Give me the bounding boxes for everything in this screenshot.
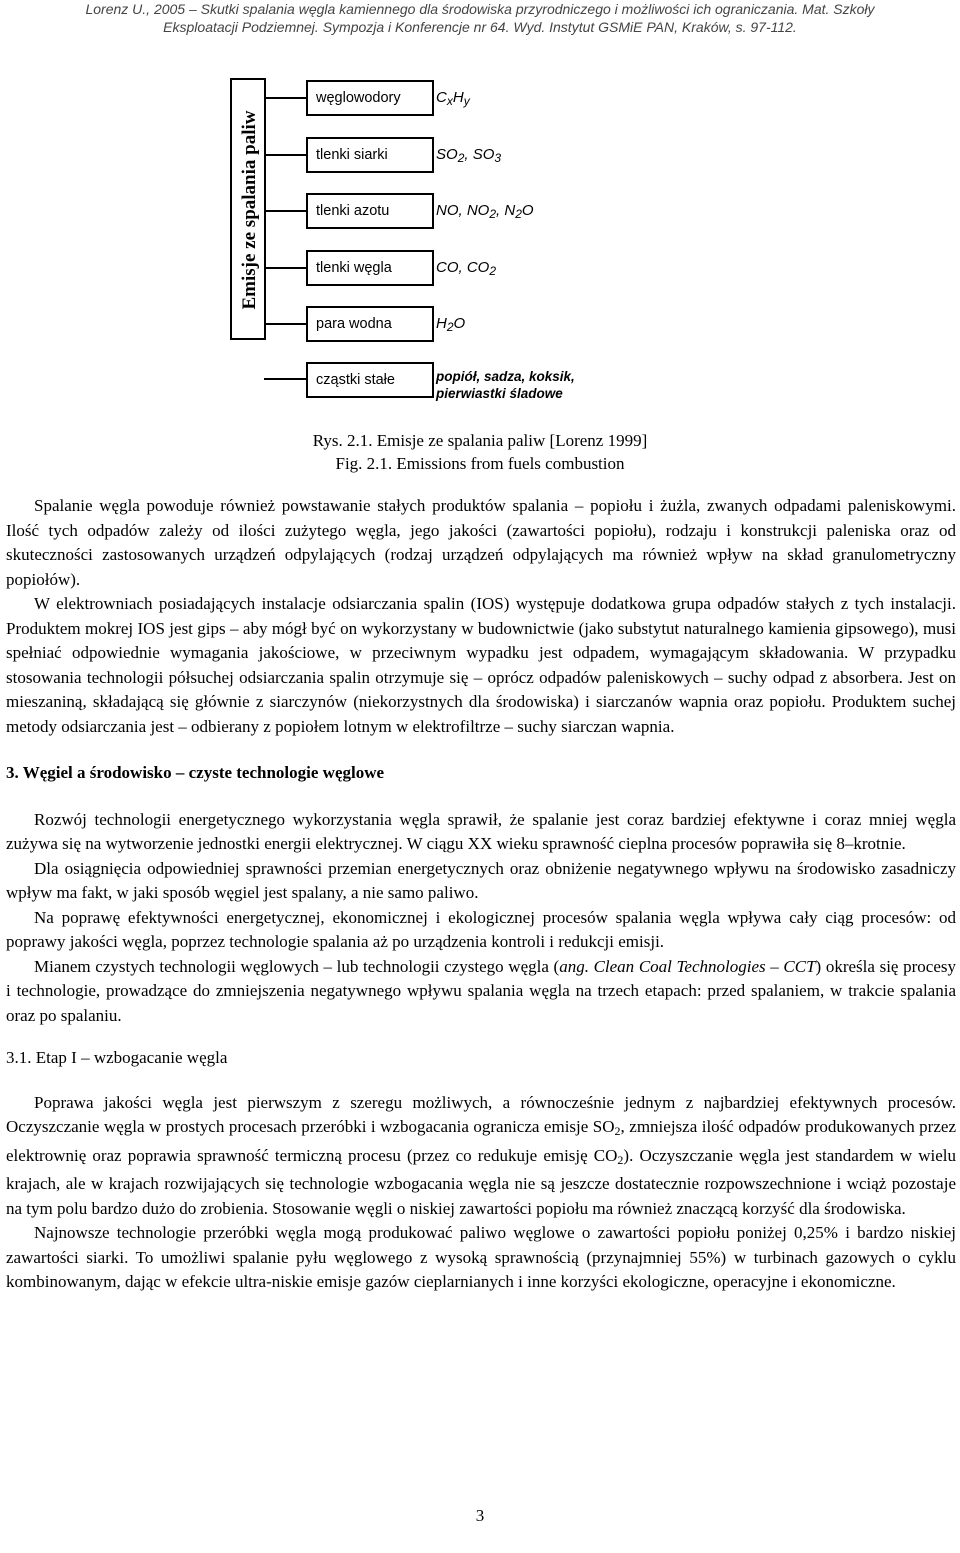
figure-caption-pl: Rys. 2.1. Emisje ze spalania paliw [Lorenz 1999]: [312, 431, 648, 450]
formula-sulfur-oxides: $SO_2$, $SO_3$: [436, 146, 502, 165]
connector-line: [264, 210, 306, 212]
formula-carbon-oxides: CO, $CO_2$: [436, 259, 497, 278]
citation-line-2: Eksploatacji Podziemnej. Sympozja i Konferencje nr 64. Wyd. Instytut GSMiE PAN, Kraków, s. 97-112.: [163, 19, 797, 35]
diagram-side-box: [230, 78, 266, 340]
connector-line: [264, 154, 306, 156]
paragraph: W elektrowniach posiadających instalacje odsiarczania spalin (IOS) występuje dodatkowa grupa odpadów stałych z tych instalacji. Produktem mokrej IOS jest gips – aby mógł być on wykorzystany w budownictwie (jako substytut naturalnego kamienia gipsowego), musi spełniać odpowiednie wymagania jakościowe, w przeciwnym wypadku jest odpadem, wymagającym składowania. W przypadku stosowania technologii półsuchej odsiarczania spalin otrzymuje się – oprócz odpadów paleniskowych – suchy odpad z absorbera. Jest on mieszaniną, składającą się głównie z siarczynów (niekorzystnych dla środowiska) i siarczanów wapnia oraz popiołu. Produktem suchej metody odsiarczania jest – odbierany z popiołem lotnym w elektrofiltrze – suchy siarczan wapnia.: [6, 594, 956, 736]
box-carbon-oxides: tlenki węgla: [306, 250, 434, 286]
box-nitrogen-oxides: tlenki azotu: [306, 193, 434, 229]
figure-caption-en: Fig. 2.1. Emissions from fuels combustion: [335, 454, 625, 473]
subsection-heading: 3.1. Etap I – wzbogacanie węgla: [6, 1048, 228, 1067]
connector-line: [264, 97, 306, 99]
paragraph: Poprawa jakości węgla jest pierwszym z szeregu możliwych, a równocześnie jednym z najbardziej efektywnych procesów. Oczyszczanie węgla w prostych procesach przeróbki i wzbogacania ogranicza emisje $SO_2$, zmniejsza ilość odpadów produkowanych przez elektrownię oraz poprawia sprawność termiczną procesu (przez co redukuje emisję $CO_2$). Oczyszczanie węgla jest standardem w wielu krajach, ale w krajach rozwijających się technologie wzbogacania węgla nie są jeszcze dostatecznie rozpowszechnione i wciąż pozostaje na tym polu bardzo dużo do zrobienia. Stosowanie węgli o niskiej zawartości popiołu ma również znaczącą korzyść dla środowiska.: [6, 1092, 957, 1218]
paragraph: Na poprawę efektywności energetycznej, ekonomicznej i ekologicznej procesów spalania węgla wpływa cały ciąg procesów: od poprawy jakości węgla, poprzez technologie spalania aż po urządzenia kontroli i redukcji emisji.: [6, 907, 956, 951]
connector-line: [264, 323, 306, 325]
paragraph: Spalanie węgla powoduje również powstawanie stałych produktów spalania – popiołu i żużla, zwanych odpadami paleniskowymi. Ilość tych odpadów zależy od ilości zużytego węgla, jego jakości (zawartości popiołu), rodzaju i konstrukcji paleniska oraz od skuteczności zastosowanych urządzeń odpylających (rodzaj urządzeń odpylających ma również wpływ na skład granulometryczny popiołów).: [6, 496, 956, 589]
box-water-vapor: para wodna: [306, 306, 434, 342]
diagram-side-label: Emisje ze spalania paliw: [239, 110, 260, 310]
connector-line: [264, 267, 306, 269]
page-number: 3: [475, 1506, 485, 1525]
formula-particulates-2: pierwiastki śladowe: [436, 386, 563, 401]
connector-line: [264, 378, 308, 380]
paragraph: Najnowsze technologie przeróbki węgla mogą produkować paliwo węglowe o zawartości popiołu poniżej 0,25% i bardzo niskiej zawartości siarki. To umożliwi spalanie pyłu węglowego z wysoką sprawnością (przynajmniej 55%) w turbinach gazowych o cyklu kombinowanym, dając w efekcie ultra-niskie emisje gazów cieplarnianych i inne korzyści ekologiczne, operacyjne i ekonomiczne.: [6, 1223, 956, 1291]
emissions-diagram: [230, 78, 630, 408]
section-heading: 3. Węgiel a środowisko – czyste technologie węglowe: [6, 763, 385, 782]
formula-particulates-1: popiół, sadza, koksik,: [436, 369, 575, 384]
formula-water-vapor: $H_2O$: [436, 315, 466, 334]
box-sulfur-oxides: tlenki siarki: [306, 137, 434, 173]
paragraph: Rozwój technologii energetycznego wykorzystania węgla sprawił, że spalanie jest coraz bardziej efektywne i coraz mniej węgla zużywa się na wytworzenie jednostki energii elektrycznej. W ciągu XX wieku sprawność cieplna procesów poprawiła się 8–krotnie.: [6, 809, 956, 853]
citation-line-1: Lorenz U., 2005 – Skutki spalania węgla kamiennego dla środowiska przyrodniczego i możliwości ich ograniczania. Mat. Szkoły: [85, 1, 875, 17]
main-text: [6, 494, 956, 1295]
box-particulates: cząstki stałe: [306, 362, 434, 398]
formula-hydrocarbons: $C_xH_y$: [436, 89, 470, 108]
citation-header: [0, 0, 960, 36]
paragraph: Mianem czystych technologii węglowych – lub technologii czystego węgla (ang. Clean Coal Technologies – CCT) określa się procesy i technologie, prowadzące do zmniejszenia negatywnego wpływu spalania węgla na trzech etapach: przed spalaniem, w trakcie spalania oraz po spalaniu.: [6, 956, 956, 1025]
box-hydrocarbons: węglowodory: [306, 80, 434, 116]
formula-nitrogen-oxides: NO, $NO_2$, $N_2O$: [436, 202, 534, 221]
paragraph: Dla osiągnięcia odpowiedniej sprawności przemian energetycznych oraz obniżenie negatywnego wpływu na środowisko zasadniczy wpływ ma fakt, w jaki sposób węgiel jest spalany, a nie samo paliwo.: [6, 858, 956, 902]
